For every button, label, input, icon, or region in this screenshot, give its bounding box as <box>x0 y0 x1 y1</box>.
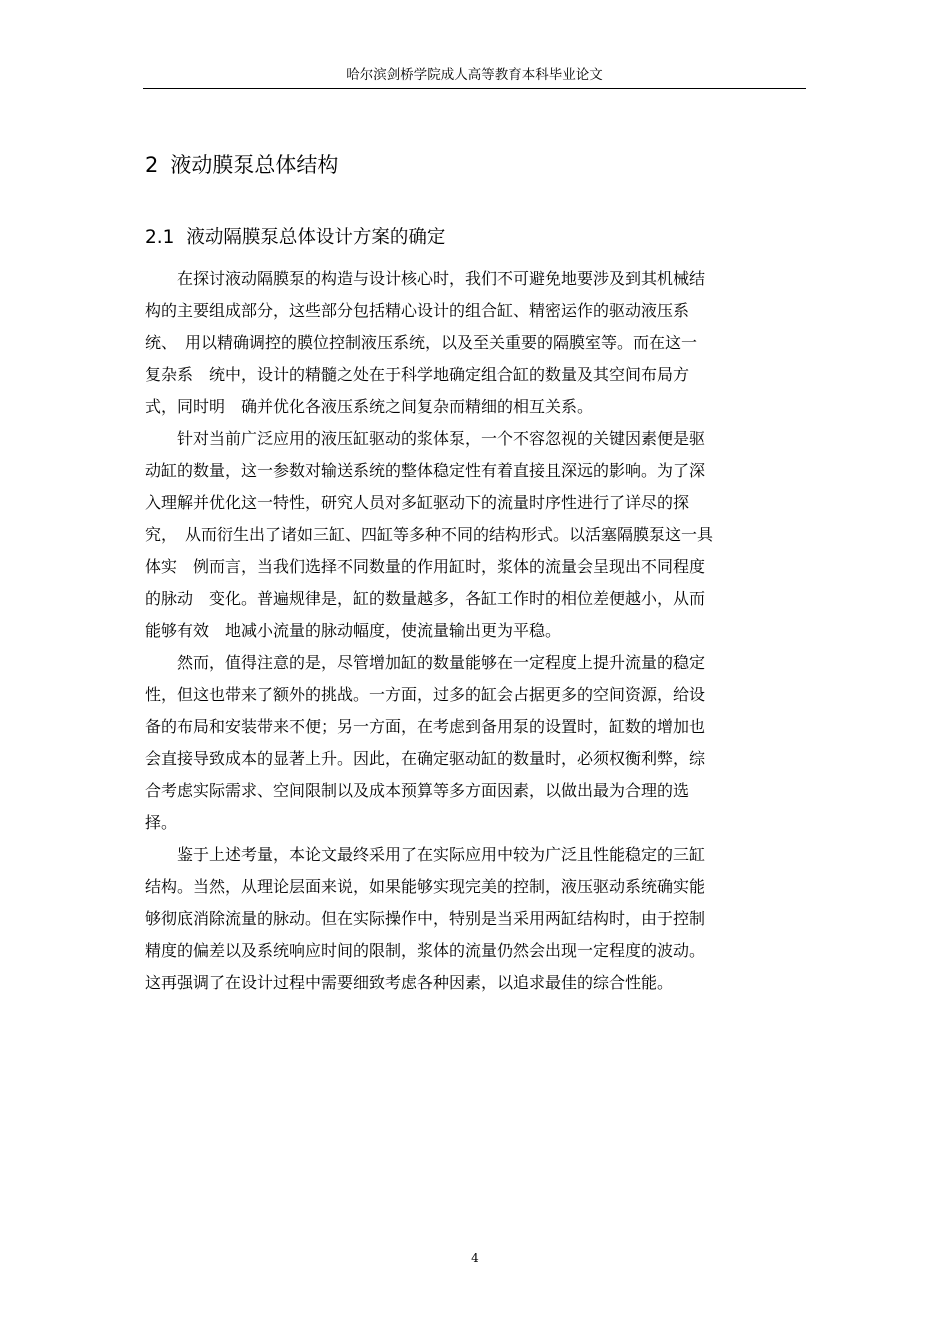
text-line: 择。 <box>145 813 178 832</box>
text-line: 结构。当然，从理论层面来说，如果能够实现完美的控制，液压驱动系统确实能 <box>145 877 706 896</box>
paragraph-1 <box>145 263 808 423</box>
paragraph-4 <box>145 839 808 999</box>
text-line: 动缸的数量，这一参数对输送系统的整体稳定性有着直接且深远的影响。为了深 <box>145 461 706 480</box>
text-line: 精度的偏差以及系统响应时间的限制，浆体的流量仍然会出现一定程度的波动。 <box>145 941 706 960</box>
chapter-title: 液动膜泵总体结构 <box>170 153 339 177</box>
text-line: 性，但这也带来了额外的挑战。一方面，过多的缸会占据更多的空间资源，给设 <box>145 685 706 704</box>
section-heading <box>145 224 445 252</box>
text-line: 统、 用以精确调控的膜位控制液压系统，以及至关重要的隔膜室等。而在这一 <box>145 333 698 352</box>
text-line: 构的主要组成部分，这些部分包括精心设计的组合缸、精密运作的驱动液压系 <box>145 301 690 320</box>
text-line: 会直接导致成本的显著上升。因此，在确定驱动缸的数量时，必须权衡利弊，综 <box>145 749 706 768</box>
text-line: 能够有效 地减小流量的脉动幅度，使流量输出更为平稳。 <box>145 621 562 640</box>
text-line: 然而，值得注意的是，尽管增加缸的数量能够在一定程度上提升流量的稳定 <box>177 653 706 672</box>
chapter-heading <box>145 150 338 180</box>
text-line: 在探讨液动隔膜泵的构造与设计核心时，我们不可避免地要涉及到其机械结 <box>177 269 706 288</box>
text-line: 的脉动 变化。普遍规律是，缸的数量越多，各缸工作时的相位差便越小，从而 <box>145 589 706 608</box>
page-number: 4 <box>471 1251 479 1265</box>
text-line: 式，同时明 确并优化各液压系统之间复杂而精细的相互关系。 <box>145 397 594 416</box>
text-line: 备的布局和安装带来不便；另一方面，在考虑到备用泵的设置时，缸数的增加也 <box>145 717 706 736</box>
text-line: 入理解并优化这一特性，研究人员对多缸驱动下的流量时序性进行了详尽的探 <box>145 493 690 512</box>
text-line: 够彻底消除流量的脉动。但在实际操作中，特别是当采用两缸结构时，由于控制 <box>145 909 706 928</box>
header-rule <box>143 88 806 89</box>
body-text <box>145 263 808 999</box>
text-line: 体实 例而言，当我们选择不同数量的作用缸时，浆体的流量会呈现出不同程度 <box>145 557 706 576</box>
text-line: 究， 从而衍生出了诸如三缸、四缸等多种不同的结构形式。以活塞隔膜泵这一具 <box>145 525 714 544</box>
running-header: 哈尔滨剑桥学院成人高等教育本科毕业论文 <box>346 67 603 83</box>
text-line: 这再强调了在设计过程中需要细致考虑各种因素，以追求最佳的综合性能。 <box>145 973 674 992</box>
paragraph-3 <box>145 647 808 839</box>
paragraph-2 <box>145 423 808 647</box>
section-number: 2.1 <box>145 227 175 248</box>
text-line: 鉴于上述考量，本论文最终采用了在实际应用中较为广泛且性能稳定的三缸 <box>177 845 706 864</box>
text-line: 合考虑实际需求、空间限制以及成本预算等多方面因素，以做出最为合理的选 <box>145 781 690 800</box>
chapter-number: 2 <box>145 153 159 177</box>
text-line: 针对当前广泛应用的液压缸驱动的浆体泵，一个不容忽视的关键因素便是驱 <box>177 429 706 448</box>
text-line: 复杂系 统中，设计的精髓之处在于科学地确定组合缸的数量及其空间布局方 <box>145 365 690 384</box>
section-title: 液动隔膜泵总体设计方案的确定 <box>186 227 446 248</box>
